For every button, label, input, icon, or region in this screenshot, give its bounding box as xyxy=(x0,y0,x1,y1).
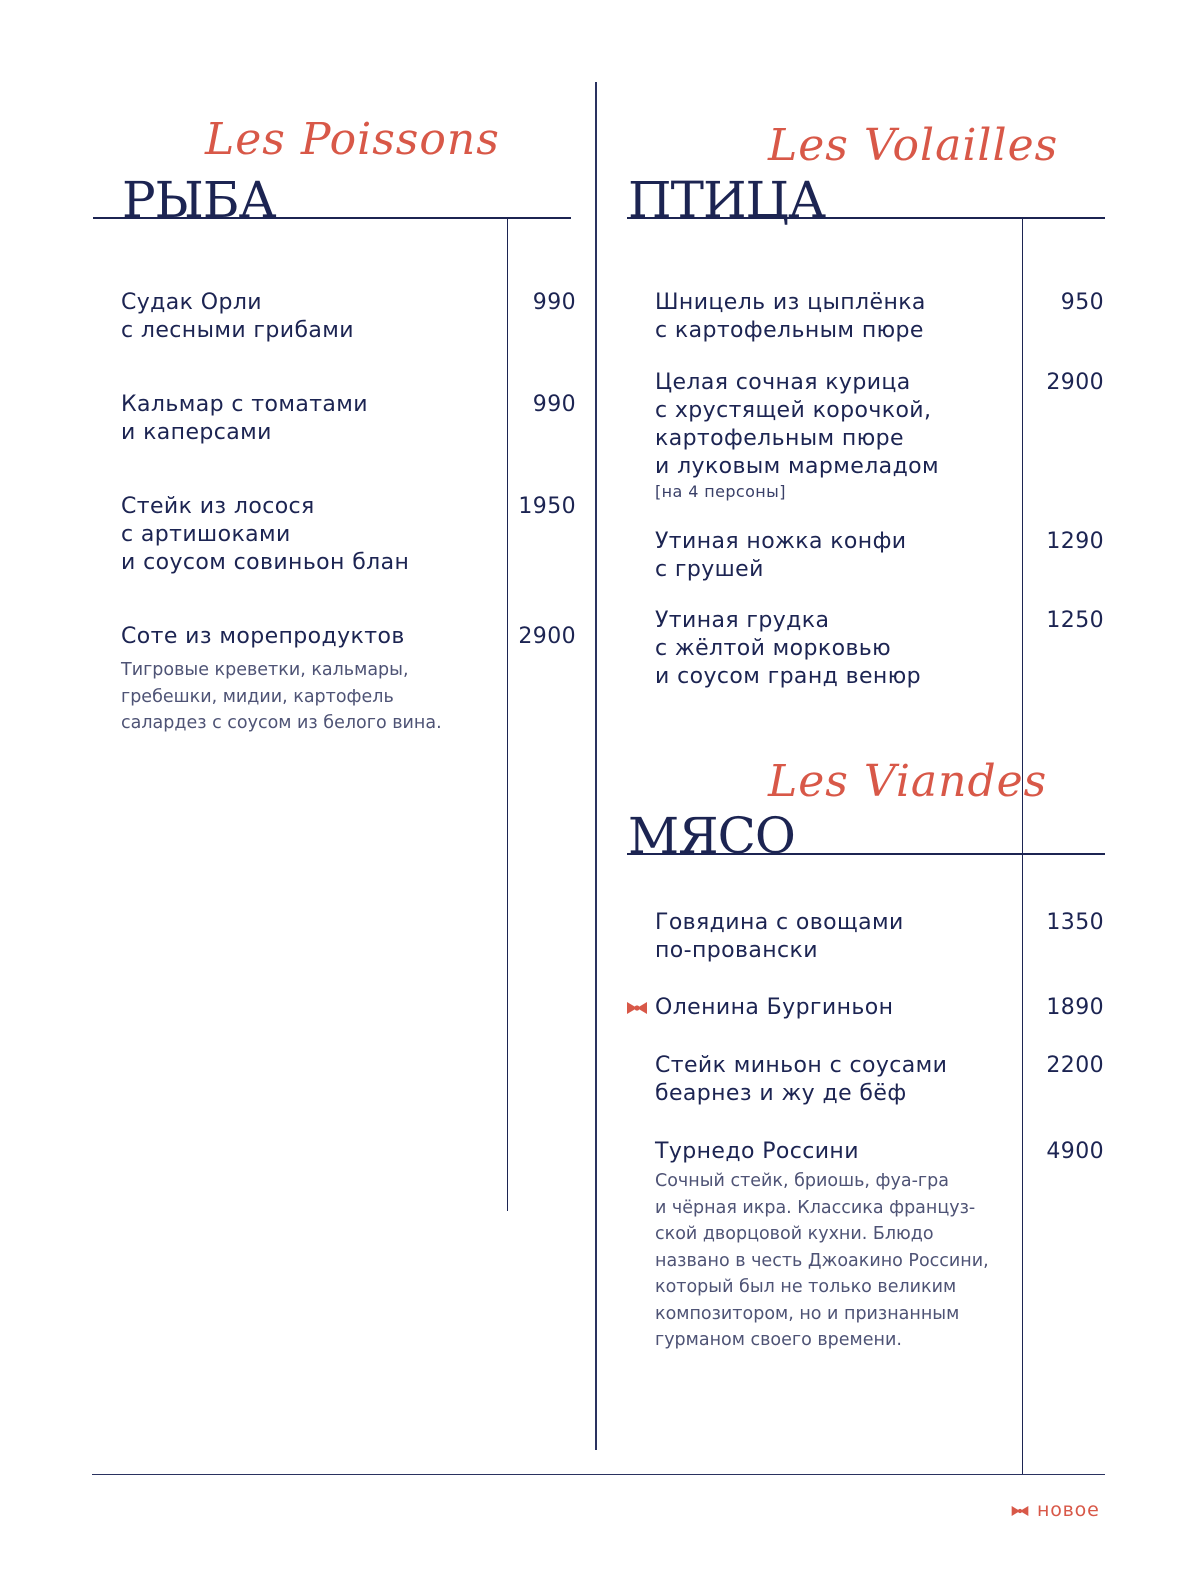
price-squid: 990 xyxy=(532,392,576,417)
footer-rule xyxy=(92,1474,1105,1475)
menu-item-venison-bourguignon: Оленина Бургиньон xyxy=(655,995,894,1020)
price-whole-chicken: 2900 xyxy=(1046,370,1104,395)
meat-script-title: Les Viandes xyxy=(768,756,1048,807)
menu-item-whole-chicken: Целая сочная курица с хрустящей корочкой, картофельным пюре и луковым мармеладом [на 4 персоны] xyxy=(655,370,940,501)
poultry-section-title: ПТИЦА xyxy=(628,171,826,229)
menu-item-duck-confit: Утиная ножка конфи с грушей xyxy=(655,529,907,582)
right-price-divider xyxy=(1022,219,1023,1474)
menu-item-duck-breast: Утиная грудка с жёлтой морковью и соусом гранд венюр xyxy=(655,608,921,689)
menu-item-chicken-schnitzel: Шницель из цыплёнка с картофельным пюре xyxy=(655,290,926,343)
menu-item-seafood-saute: Соте из морепродуктов xyxy=(121,624,405,649)
price-seafood-saute: 2900 xyxy=(518,624,576,649)
menu-item-beef-provencal: Говядина с овощами по-провански xyxy=(655,910,904,963)
meat-section-title: МЯСО xyxy=(628,807,795,865)
menu-item-salmon: Стейк из лосося с артишоками и соусом совиньон блан xyxy=(121,494,410,575)
fish-script-title: Les Poissons xyxy=(205,114,500,165)
price-beef-provencal: 1350 xyxy=(1046,910,1104,935)
seafood-saute-description: Тигровые креветки, кальмары, гребешки, мидии, картофель салардез с соусом из белого вина. xyxy=(121,660,442,733)
price-salmon: 1950 xyxy=(518,494,576,519)
serving-note: [на 4 персоны] xyxy=(655,482,786,501)
price-chicken-schnitzel: 950 xyxy=(1060,290,1104,315)
menu-item-tournedos-rossini: Турнедо Россини xyxy=(655,1139,859,1164)
menu-item-squid: Кальмар с томатами и каперсами xyxy=(121,392,368,445)
fish-section-title: РЫБА xyxy=(122,171,276,229)
price-zander: 990 xyxy=(532,290,576,315)
menu-item-steak-mignon: Стейк миньон с соусами беарнез и жу де бёф xyxy=(655,1053,948,1106)
tournedos-rossini-description: Сочный стейк, бриошь, фуа-гра и чёрная икра. Классика француз- ской дворцовой кухни. Блюдо названо в честь Джоакино Россини, который был не только великим композитором, но и признанным гурманом своего времени. xyxy=(655,1171,989,1350)
price-duck-confit: 1290 xyxy=(1046,529,1104,554)
poultry-script-title: Les Volailles xyxy=(768,120,1059,171)
bow-icon xyxy=(625,1001,649,1015)
price-tournedos-rossini: 4900 xyxy=(1046,1139,1104,1164)
legend-bow-icon xyxy=(1010,1505,1030,1517)
menu-item-zander: Судак Орли с лесными грибами xyxy=(121,290,354,343)
legend-new-label: новое xyxy=(1037,1499,1100,1521)
price-duck-breast: 1250 xyxy=(1046,608,1104,633)
price-steak-mignon: 2200 xyxy=(1046,1053,1104,1078)
price-venison-bourguignon: 1890 xyxy=(1046,995,1104,1020)
center-divider xyxy=(595,82,597,1450)
fish-price-divider xyxy=(507,219,508,1211)
